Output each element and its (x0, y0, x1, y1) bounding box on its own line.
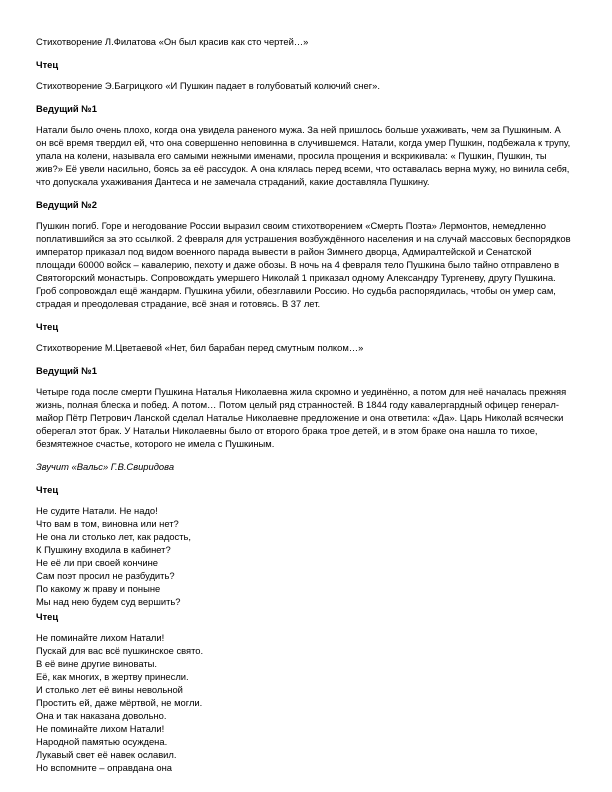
heading-host-3: Ведущий №1 (36, 365, 97, 376)
poem-line: По какому ж праву и поныне (36, 583, 161, 594)
heading-host-1: Ведущий №1 (36, 103, 97, 114)
paragraph-tsvetaeva: Стихотворение М.Цветаевой «Нет, бил барабан перед смутным полком…» (36, 342, 364, 353)
heading-reader-2: Чтец (36, 321, 59, 332)
poem-line: Мы над нею будем суд вершить? (36, 596, 181, 607)
heading-host-2: Ведущий №2 (36, 199, 97, 210)
poem-line: Не поминайте лихом Натали! (36, 723, 165, 734)
poem-line: Не она ли столько лет, как радость, (36, 531, 192, 542)
paragraph-natalia-later: Четыре года после смерти Пушкина Наталья Николаевна жила скромно и уединённо, а потом для неё началась прежняя жизнь, полная блеска и побед. А потом… Потом целый ряд странностей. В 1844 году кавалергардный офицер генерал-майор Пётр Петрович Ланской сделал Наталье Николаевне предложение и она ответила: «Да». Царь Николай всячески оберегал этот брак. У Натальи Николаевны было от второго брака трое детей, и в этом браке она нашла то тихое, безмятежное счастье, которого не имела с Пушкиным. (36, 386, 567, 449)
poem-line: Народной памятью осуждена. (36, 736, 168, 747)
poem-line: Пускай для вас всё пушкинское свято. (36, 645, 204, 656)
heading-reader-1: Чтец (36, 59, 59, 70)
paragraph-filatov: Стихотворение Л.Филатова «Он был красив как сто чертей…» (36, 36, 309, 47)
paragraph-natali: Натали было очень плохо, когда она увидела раненого мужа. За ней пришлось больше ухаживать, чем за Пушкиным. А он всё время твердил ей, что она совершенно неповинна в случившемся. Натали, когда умер Пушкин, подбежала к трупу, упала на колени, называла его самыми нежными именами, просила прощения и вскрикивала: « Пушкин, Пушкин, ты жив?» Её увели насильно, боясь за её рассудок. А она клялась перед всеми, что оставалась верна мужу, но винила себя, что допускала ухаживания Дантеса и не замечала страданий, какие доставляла Пушкину. (36, 124, 571, 187)
poem-line: Сам поэт просил не разбудить? (36, 570, 175, 581)
poem-line: И столько лет её вины невольной (36, 684, 183, 695)
poem-line: Лукавый свет её навек ославил. (36, 749, 177, 760)
poem-line: Не поминайте лихом Натали! (36, 632, 165, 643)
paragraph-bagritsky: Стихотворение Э.Багрицкого «И Пушкин падает в голубоватый колючий снег». (36, 80, 380, 91)
poem-line: Что вам в том, виновна или нет? (36, 518, 179, 529)
poem-line: Простить ей, даже мёртвой, не могли. (36, 697, 203, 708)
poem-line: В её вине другие виноваты. (36, 658, 157, 669)
poem-line: Не судите Натали. Не надо! (36, 505, 158, 516)
poem-line: К Пушкину входила в кабинет? (36, 544, 171, 555)
poem-ne-sudite (36, 504, 572, 608)
paragraph-pushkin-death: Пушкин погиб. Горе и негодование России выразил своим стихотворением «Смерть Поэта» Лермонтов, немедленно поплатившийся за это ссылкой. 2 февраля для устрашения возбуждённого населения и на случай массовых беспорядков император приказал под видом военного парада вывести в район Зимнего дворца, Адмиралтейской и Сенатской площади 60000 войск – кавалерию, пехоту и даже обозы. В ночь на 4 февраля тело Пушкина было тайно отправлено в Святогорский монастырь. Сопровождать умершего Николай 1 приказал одному Александру Тургеневу, другу Пушкина. Гроб сопровождал ещё жандарм. Пушкина убили, обезглавили Россию. Но судьба распорядилась, чтобы он умер сам, страдая и преодолевая страдание, всё зная и готовясь. В 37 лет. (36, 220, 571, 309)
poem-line: Она и так наказана довольно. (36, 710, 167, 721)
poem-ne-pominayte (36, 631, 572, 774)
poem-line: Но вспомните – оправдана она (36, 762, 173, 773)
poem-line: Её, как многих, в жертву принесли. (36, 671, 189, 682)
heading-reader-4: Чтец (36, 611, 59, 622)
poem-line: Не её ли при своей кончине (36, 557, 159, 568)
paragraph-waltz: Звучит «Вальс» Г.В.Свиридова (36, 461, 175, 472)
heading-reader-3: Чтец (36, 484, 59, 495)
